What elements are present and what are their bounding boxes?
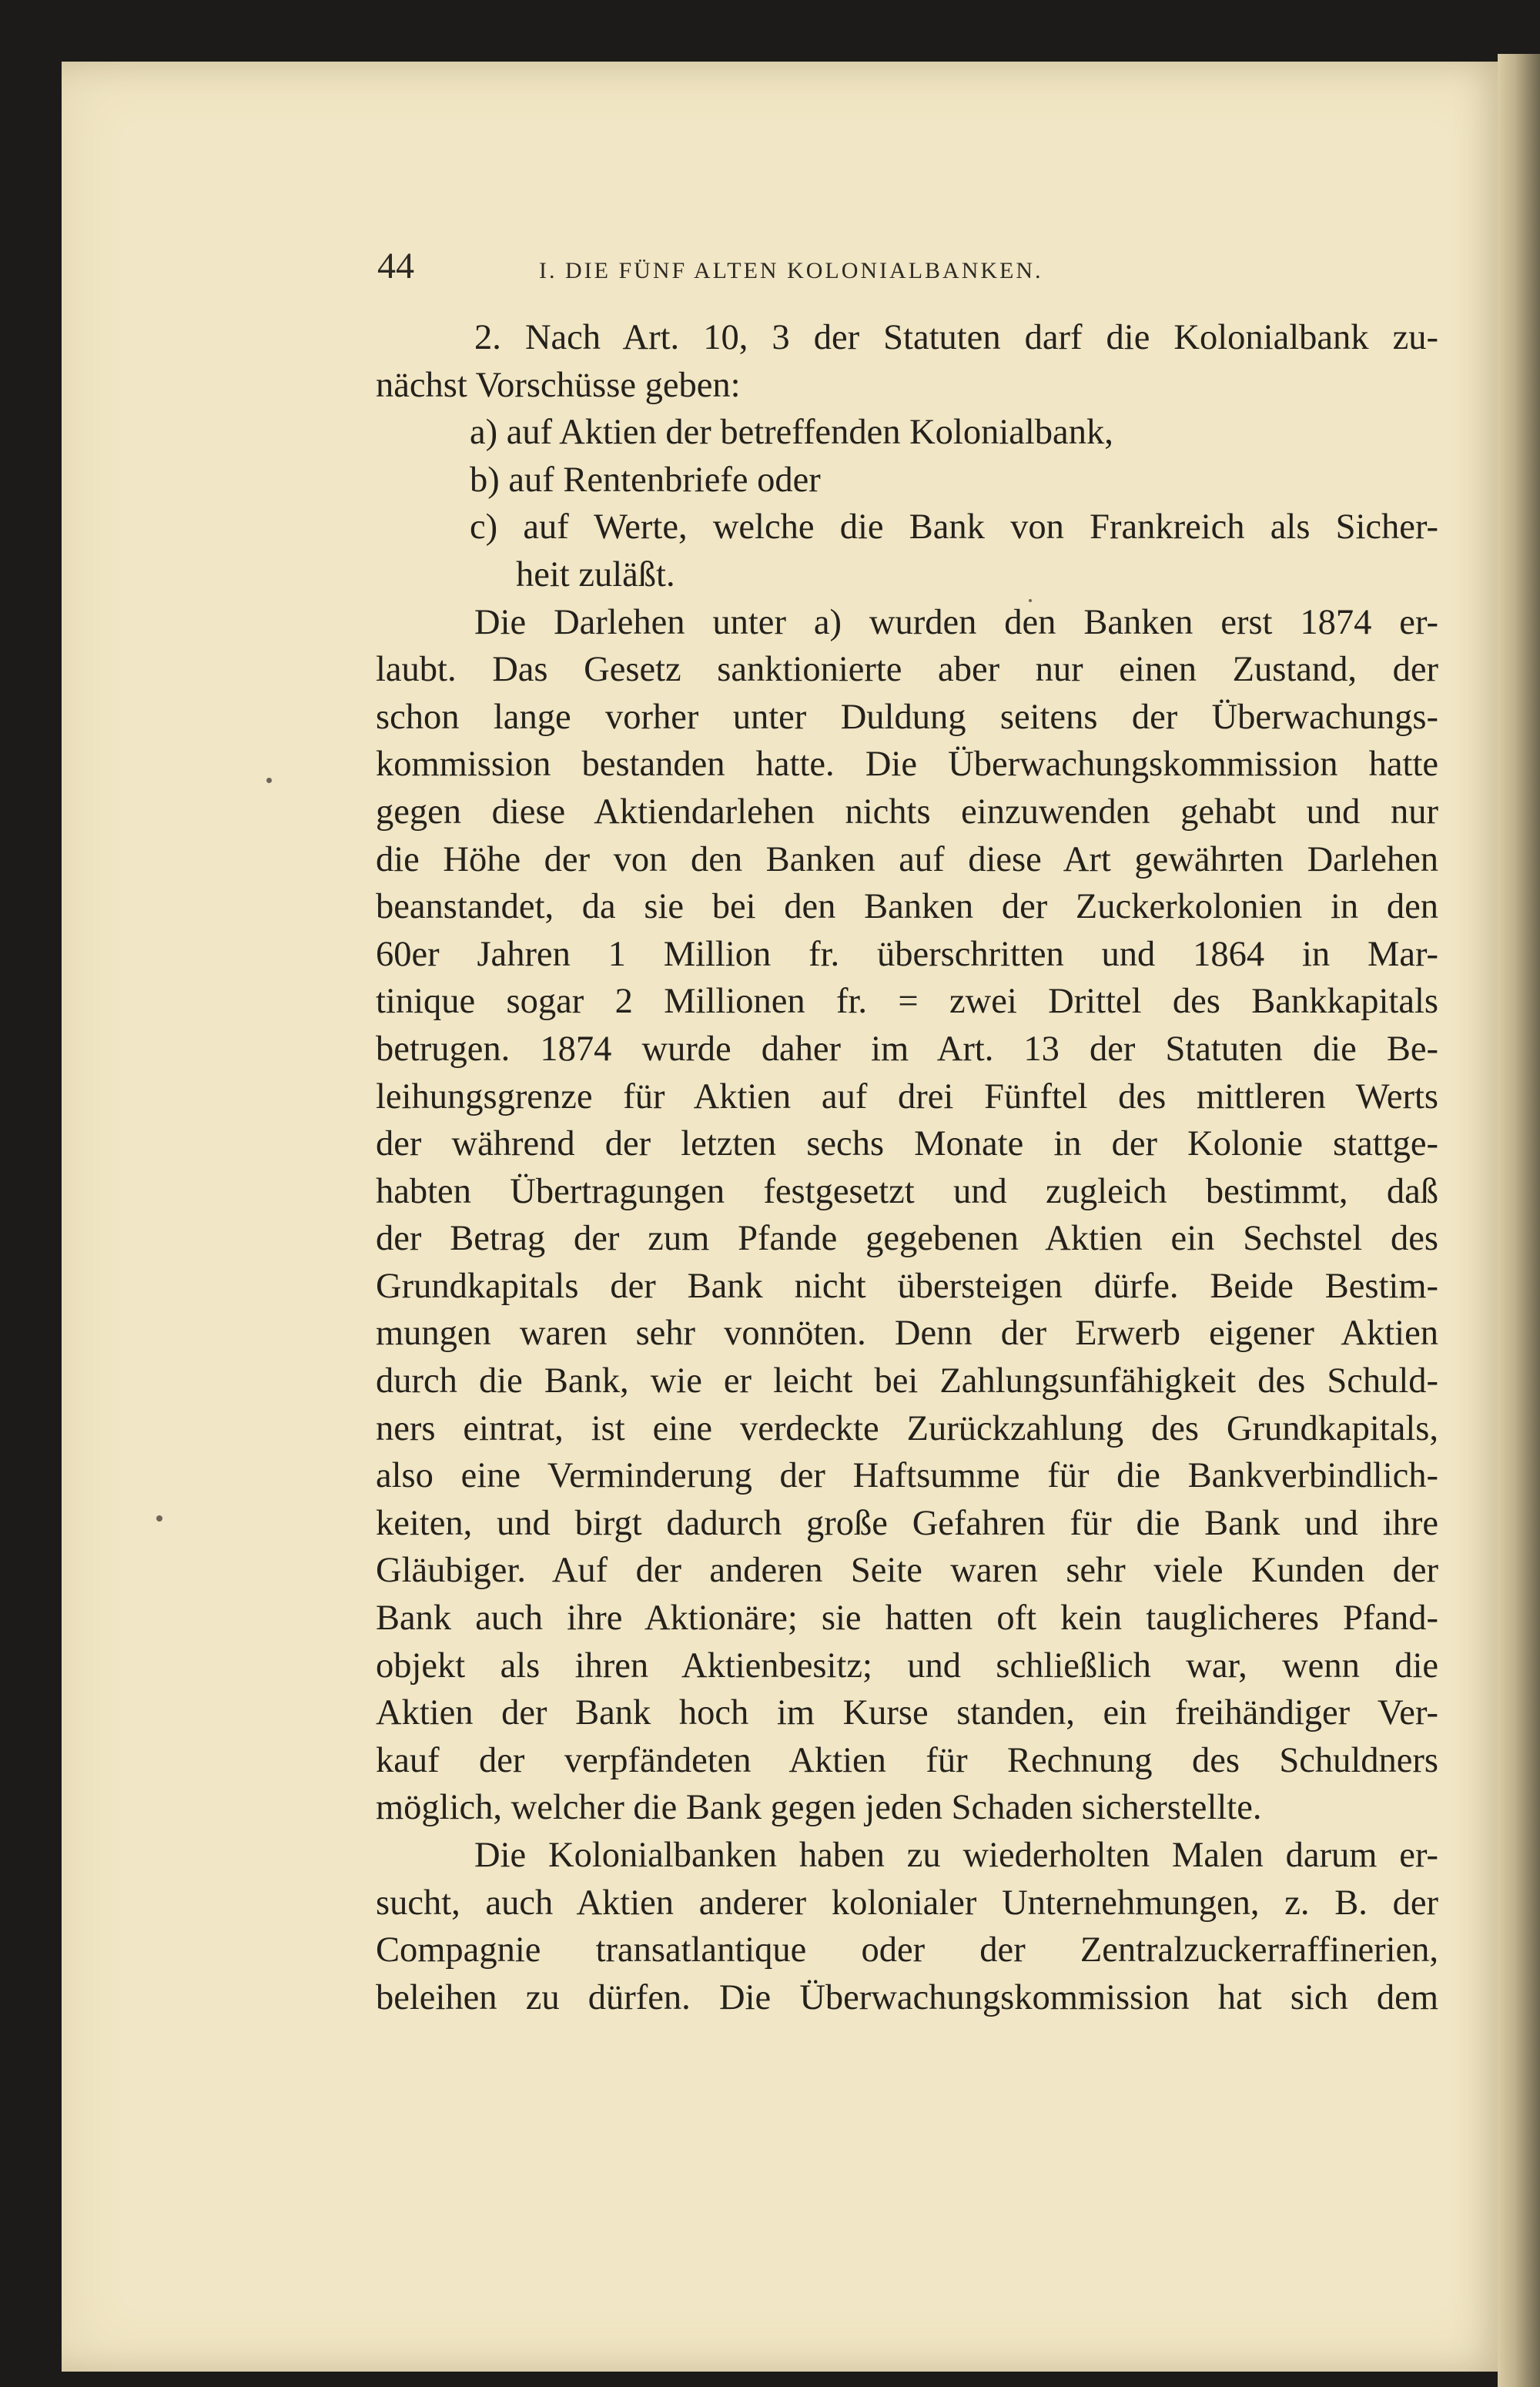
body-text bbox=[376, 314, 1438, 2021]
text-line: möglich, welcher die Bank gegen jeden Schaden sicherstellte. bbox=[376, 1788, 1262, 1828]
text-line: kauf der verpfändeten Aktien für Rechnung des Schuldners bbox=[376, 1740, 1438, 1780]
text-line: kommission bestanden hatte. Die Überwachungskommission hatte bbox=[376, 745, 1438, 785]
text-line: tinique sogar 2 Millionen fr. = zwei Drittel des Bankkapitals bbox=[376, 982, 1438, 1022]
text-line: also eine Verminderung der Haftsumme für die Bankverbindlich- bbox=[376, 1456, 1438, 1496]
text-line: Grundkapitals der Bank nicht übersteigen dürfe. Beide Bestim- bbox=[376, 1266, 1438, 1306]
list-item-b: b) auf Rentenbriefe oder bbox=[470, 460, 821, 500]
text-line: habten Übertragungen festgesetzt und zugleich bestimmt, daß bbox=[376, 1171, 1438, 1211]
paper-speck bbox=[156, 1515, 162, 1522]
text-line: 2. Nach Art. 10, 3 der Statuten darf die Kolonialbank zu- bbox=[474, 318, 1438, 357]
text-line: leihungsgrenze für Aktien auf drei Fünftel des mittleren Werts bbox=[376, 1076, 1438, 1116]
text-line: der Betrag der zum Pfande gegebenen Aktien ein Sechstel des bbox=[376, 1219, 1438, 1259]
text-line: Compagnie transatlantique oder der Zentralzuckerraffinerien, bbox=[376, 1930, 1438, 1970]
text-line: nächst Vorschüsse geben: bbox=[376, 365, 741, 405]
paper-speck bbox=[1029, 599, 1032, 602]
text-line: laubt. Das Gesetz sanktionierte aber nur einen Zustand, der bbox=[376, 650, 1438, 690]
text-line: Die Darlehen unter a) wurden den Banken erst 1874 er- bbox=[474, 602, 1438, 642]
text-line: betrugen. 1874 wurde daher im Art. 13 der Statuten die Be- bbox=[376, 1029, 1438, 1069]
text-line: ners eintrat, ist eine verdeckte Zurückzahlung des Grundkapitals, bbox=[376, 1408, 1438, 1448]
text-line: objekt als ihren Aktienbesitz; und schließlich war, wenn die bbox=[376, 1645, 1438, 1686]
text-line: Aktien der Bank hoch im Kurse standen, ein freihändiger Ver- bbox=[376, 1693, 1438, 1733]
text-line: die Höhe der von den Banken auf diese Art gewährten Darlehen bbox=[376, 839, 1438, 879]
text-line: 60er Jahren 1 Million fr. überschritten und 1864 in Mar- bbox=[376, 934, 1438, 974]
text-line: durch die Bank, wie er leicht bei Zahlungsunfähigkeit des Schuld- bbox=[376, 1361, 1438, 1401]
text-line: mungen waren sehr vonnöten. Denn der Erwerb eigener Aktien bbox=[376, 1314, 1438, 1354]
text-line: keiten, und birgt dadurch große Gefahren für die Bank und ihre bbox=[376, 1503, 1438, 1543]
page-edge bbox=[1498, 54, 1540, 2387]
running-head bbox=[377, 245, 1440, 287]
text-line: beanstandet, da sie bei den Banken der Zuckerkolonien in den bbox=[376, 887, 1438, 927]
chapter-title: I. DIE FÜNF ALTEN KOLONIALBANKEN. bbox=[539, 258, 1043, 283]
text-line: beleihen zu dürfen. Die Überwachungskommission hat sich dem bbox=[376, 1977, 1438, 2017]
text-line: Gläubiger. Auf der anderen Seite waren sehr viele Kunden der bbox=[376, 1551, 1438, 1591]
text-line: sucht, auch Aktien anderer kolonialer Unternehmungen, z. B. der bbox=[376, 1883, 1438, 1923]
text-line: gegen diese Aktiendarlehen nichts einzuwenden gehabt und nur bbox=[376, 792, 1438, 832]
list-item-a: a) auf Aktien der betreffenden Kolonialbank, bbox=[470, 413, 1113, 453]
page-number: 44 bbox=[377, 246, 414, 286]
list-item-c: c) auf Werte, welche die Bank von Frankreich als Sicher- bbox=[470, 507, 1438, 547]
text-line: Die Kolonialbanken haben zu wiederholten Malen darum er- bbox=[474, 1836, 1438, 1875]
text-line: Bank auch ihre Aktionäre; sie hatten oft kein tauglicheres Pfand- bbox=[376, 1599, 1438, 1639]
text-line: der während der letzten sechs Monate in der Kolonie stattge- bbox=[376, 1124, 1438, 1164]
list-item-c-continuation: heit zuläßt. bbox=[516, 554, 675, 594]
paper-speck bbox=[266, 778, 272, 783]
text-line: schon lange vorher unter Duldung seitens der Überwachungs- bbox=[376, 697, 1438, 737]
